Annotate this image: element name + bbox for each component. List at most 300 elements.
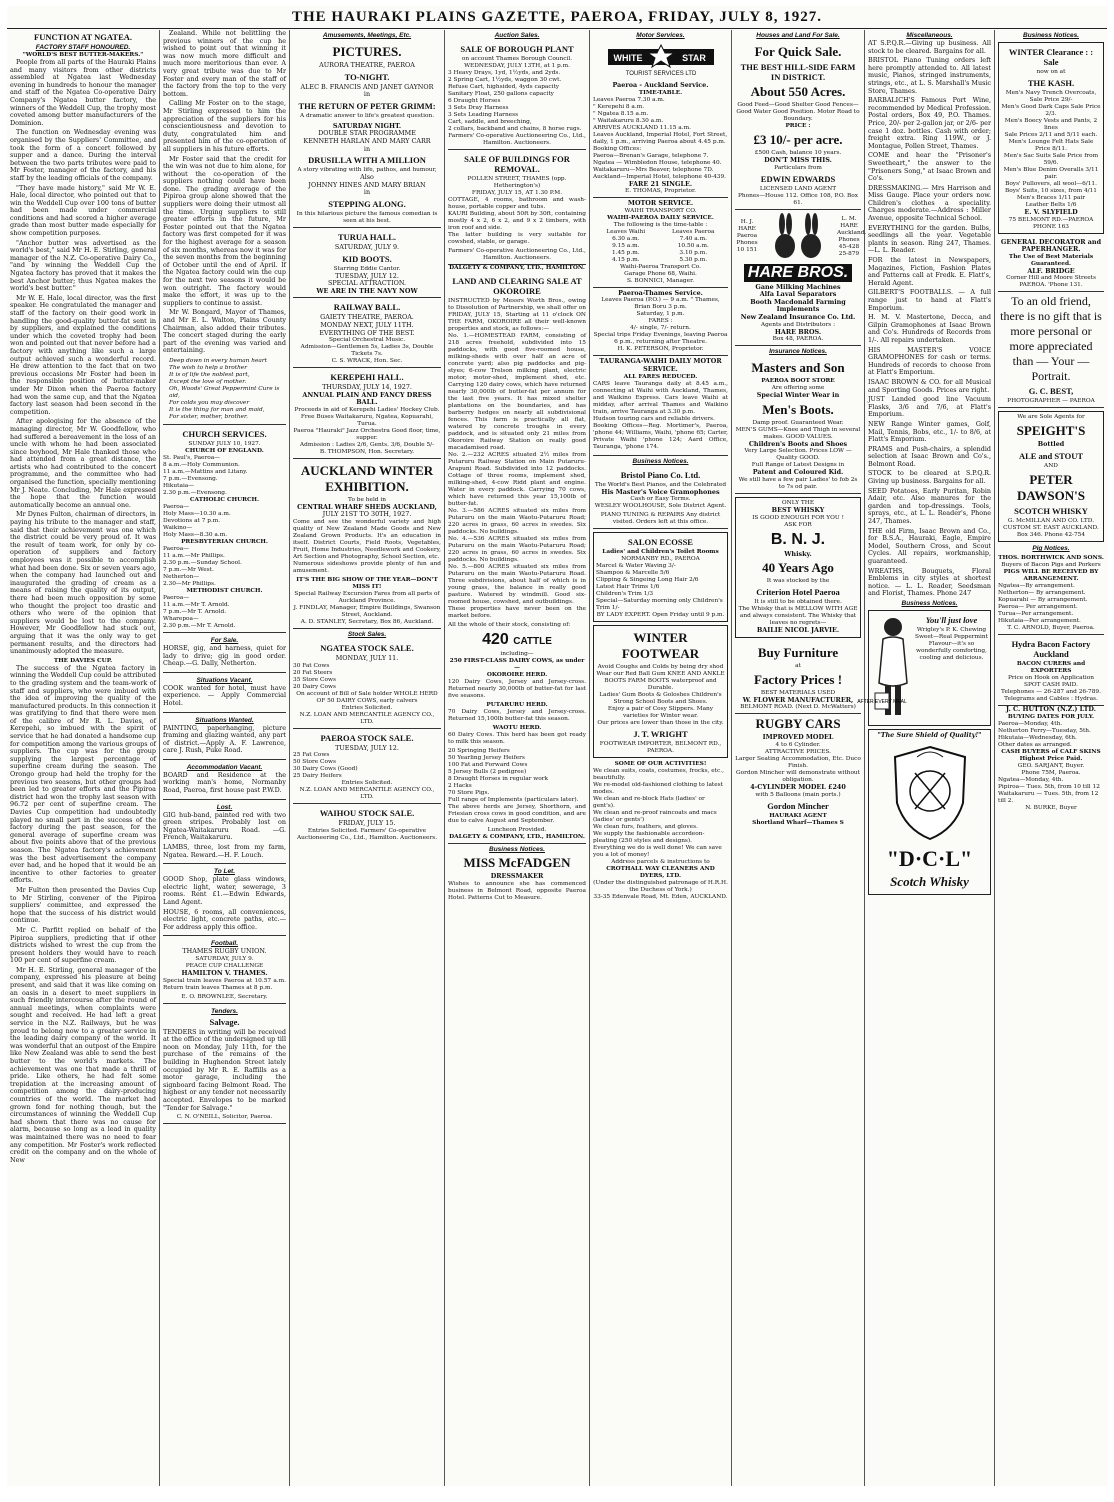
church-title: CHURCH SERVICES.	[182, 428, 267, 439]
ad-title: PICTURES.	[332, 44, 402, 59]
rugby-cup: PEACE CUP CHALLENGE	[185, 962, 264, 969]
woman-figure-icon	[857, 613, 915, 723]
film-title: DRUSILLA WITH A MILLION	[308, 155, 426, 166]
poem: Deep down in every human heart The wish to help a brother It is of life the noblest part, Except the love of mother. Oh, Woods' Great Peppermint Cure is aid, For colds you may discover It is the thing for man and maid, For sister, mother, brother.	[169, 357, 280, 420]
ad-body: COTTAGE, 4 rooms, bathroom and wash-house, portable copper and tubs. KAURI Building, about 50ft by 30ft, containing mostly 4 x 2, 6 x 2, and 9 x 2 timbers, with iron roof and side. The latter building is very suitable for cowshed, stable, or garage.	[448, 197, 586, 245]
ad-text: Price on Hook on Application	[1008, 674, 1094, 681]
ad-text: including—	[500, 651, 534, 657]
ad-text: Luncheon Provided.	[487, 827, 547, 833]
ad-title: Gordon Mincher	[767, 800, 829, 811]
paragraph: Zealand. While not belittling the previous winners of the cup he wished to point out that winning it was now much more difficult and much more meritorious than ever. A very great tribute was due to Mr Foster and every man of the staff of the factory from the top to the very bottom.	[163, 29, 286, 98]
ad-title: Bristol Piano Co. Ltd.	[620, 469, 701, 480]
ad-text: Larger Seating Accommodation, Etc. Duco Finish.	[735, 755, 861, 769]
ad-text: at	[795, 662, 801, 669]
church-heading: CATHOLIC CHURCH.	[189, 496, 260, 503]
ad-title: GENERAL DECORATOR and PAPERHANGER.	[1000, 237, 1102, 254]
section-head: Stock Sales.	[347, 631, 387, 639]
ad-title: SPEIGHT'S	[1016, 423, 1086, 439]
classified-ad: PAINTING, paperhanging, picture framing and glazing wanted, any part of district.—Apply A. F. Lawrence, care J. Rush, Puke Road.	[163, 723, 286, 755]
speights-ad	[998, 411, 1104, 542]
shield-crest-icon	[885, 743, 975, 843]
ad-text: DON'T MISS THIS.	[764, 156, 832, 164]
ad-body: Leaves Paeroa 7.30 a.m. " Kerepehi 8 a.m. " Ngatea 8.15 a.m. " Waitakaruru 8.30 a.m. ARRIVES AUCKLAND 11.15 a.m. Leaves Auckland, Imperial Hotel, Fort Street, daily, 1 p.m., arriving Paeroa about 4.45 p.m.	[593, 96, 728, 145]
rugby-match: HAMILTON V. THAMES.	[181, 968, 268, 977]
ad-text: JOHNNY HINES AND MARY BRIAN	[308, 180, 426, 189]
ad-text: TUESDAY, JULY 12.	[335, 743, 399, 752]
paragraph: Mr C. Parfitt replied on behalf of the Pipiroa suppliers, predicting that if other districts wished to wrest the cup from the present holders they would have to reach 100 per cent of superfine cream.	[10, 925, 156, 965]
ad-text: FRIDAY, JULY 15.	[338, 819, 396, 828]
ad-text: SPECIAL ATTRACTION.	[327, 279, 407, 288]
ad-text: IS GOOD ENOUGH FOR YOU !	[752, 514, 844, 521]
ad-text: E. V. SLYFIELD	[1024, 208, 1078, 216]
after-meal-label: AFTER EVERY MEAL	[857, 698, 907, 705]
ad-text: Telephones — 26-287 and 26-789. Telegrams and Cables : Hydras.	[1001, 688, 1101, 702]
signature: N. BURKE, Buyer	[1025, 804, 1077, 811]
signature: H. K. PETERSON, Proprietor.	[617, 346, 704, 353]
ad-body: Booking Offices: Paeroa—Brenan's Garage, telephone 7. Ngatea — Wimbledon House, telephone 40. Waitakaruru—Mrs Beaver, telephone 7D. Auckland—Imperial Hotel, telephone 40-439.	[593, 145, 727, 180]
rabbit-icon	[763, 212, 833, 262]
misc-ad: WREATHS, Bouquets, Floral Emblems in city styles at shortest notice. — L. L. Reader, Seedsman and Florist, Thames. Phone 247	[868, 566, 991, 598]
article-subtitle: FACTORY STAFF HONOURED.	[35, 44, 131, 51]
section-head: Amusements, Meetings, Etc.	[322, 32, 412, 39]
ad-text: PIGS WILL BE RECEIVED BY ARRANGEMENT.	[1003, 568, 1099, 582]
paragraph: Mr Foster said that the credit for the win was not due to him alone, for without the co-operation of the suppliers nothing could have been done. The grading average of the Pipiroa group alone showed that the suppliers were doing their utmost all the time. Urging suppliers to still greater efforts in the future, Mr Foster pointed out that the Ngatea factory was first competed for it was for the highest average for a season of six months, whereas now it was for the seven months from the beginning of October until the end of April. If the Ngatea factory could win the cup for the next two seasons it would be won outright. The factory would make the effort, it was up to the suppliers to continue to assist.	[163, 154, 286, 307]
ad-text: TO-NIGHT.	[344, 71, 390, 82]
ad-text: Box 346. Phone 42-754	[1016, 531, 1086, 538]
ad-text: Special Railway Excursion Fares from all parts of Auckland Province.	[294, 591, 440, 605]
ad-title: SALON ECOSSE	[628, 537, 693, 548]
ad-text: Full Range of Latest Designs in	[751, 462, 845, 469]
ad-list: Ngatea—By arrangement. Netherton— By arrangement. Kopuarahi — By arrangement. Paeroa— Per arrangement. Turua—Per arrangement. Hikutaia—Per arrangement.	[998, 582, 1088, 624]
ad-text: 4-CYLINDER MODEL £240	[750, 782, 846, 791]
white-star-logo	[606, 45, 716, 79]
church-date: SUNDAY JULY 10, 1927.	[188, 440, 261, 447]
hare-contact-right: L. M. HARE Auckland. Phones 45-428 25-879	[837, 215, 867, 257]
misc-ad: JUST Landed good line Vacuum Flasks, 3/6 and 7/6, at Flatt's Emporium.	[868, 395, 991, 419]
misc-ad: FOR the latest in Newspapers, Magazines, Fiction, Fashion Plates and Patterns call at Fredk. E. Flatt's, Herald Agent.	[868, 256, 991, 287]
ad-text: Paeroa "Hauraki" Jazz Orchestra Good floor, time, supper.	[293, 427, 441, 441]
church-body: Paeroa— Holy Mass—10.30 a.m. Devotions at 7 p.m. Waikino— Holy Mass—8.30 a.m.	[163, 503, 231, 538]
ad-text: ALL FARES REDUCED.	[623, 373, 698, 380]
ad-text: in	[363, 144, 371, 153]
ad-text: MONDAY, JULY 11.	[335, 654, 399, 663]
ad-body: Good Feed—Good Shelter Good Fences—Good Water Good Position. Motor Road to Boundary.	[736, 102, 860, 122]
tender-title: Salvage.	[209, 1016, 240, 1027]
ad-title: SALE OF BOROUGH PLANT	[460, 44, 574, 54]
ad-text: CUSTOM ST. EAST AUCKLAND.	[1003, 524, 1099, 531]
portrait-ad-text: To an old friend, there is no gift that is more personal or more appreciated than — Your — Portrait.	[1000, 294, 1102, 384]
ad-text: In this hilarious picture the famous comedian is seen at his best.	[296, 210, 438, 224]
misc-ad: PRAMS and Push-chairs, a splendid selection at Isaac Brown and Co's., Belmont Road.	[868, 444, 991, 468]
film-title: STEPPING ALONG.	[328, 198, 406, 209]
ad-title: WAIHOU STOCK SALE.	[319, 808, 415, 819]
section-head: Situations Vacant.	[196, 676, 253, 684]
classified-ad: GIG hub-band, painted red with two green stripes. Probably lost on Ngatea-Waitakaruru Road. —G. French, Waitakaruru.	[163, 810, 286, 842]
ad-text: ONLY THE	[781, 499, 815, 506]
ad-text: DRESSMAKER	[490, 872, 544, 880]
ad-text: with 5 Balloons (main ports.)	[755, 791, 841, 798]
section-head: Business Notices.	[489, 846, 545, 853]
column-amusements	[290, 30, 445, 1486]
church-heading: CHURCH OF ENGLAND.	[185, 447, 264, 454]
ad-text: PUTARURU HERD.	[486, 702, 548, 708]
ad-title: You'll just love	[925, 614, 978, 625]
logo-word-star: STAR	[681, 53, 706, 63]
ad-text: NORMANBY RD., PAEROA	[621, 556, 700, 563]
paragraph: The function on Wednesday evening was organised by the Suppliers' Committee, and took the form of a concert followed by supper and a dance. During the interval between the two parts tributes were paid to Mr Foster, manager of the factory, and his staff by the leading officials of the company.	[10, 128, 156, 182]
ad-text: Gordon Mincher will demonstrate without obligation.	[735, 769, 860, 783]
signature: N.Z. LOAN AND MERCANTILE AGENCY CO., LTD.	[299, 787, 435, 801]
ad-text: THURSDAY, JULY 14, 1927.	[322, 383, 412, 392]
signature: N.Z. LOAN AND MERCANTILE AGENCY CO., LTD.	[299, 711, 435, 725]
signature: C. S. WRACK, Hon. Sec.	[331, 358, 403, 365]
logo-sub: TOURIST SERVICES LTD	[625, 71, 696, 77]
ad-text: Gane Milking Machines	[755, 282, 841, 291]
footwear-ad	[593, 625, 728, 758]
paragraph: Mr W. E. Hale, local director, was the first speaker. He congratulated the manager and staff of the factory on their good work in handling the good-quality butter-fat sent in by suppliers, and explained the conditions under which the coveted trophy had been won and pointed out that never before had a factory with anything like such a large output achieved such a wonderful record. He drew attention to the fact that on two previous occasions Mr Foster had been in the responsible position of butter-maker under Mr Dixon when the Paeroa factory had won the same cup, and that the Ngatea factory last season had been second in the competition.	[10, 293, 156, 416]
ad-title: For Quick Sale.	[754, 44, 842, 59]
ad-text: About 550 Acres.	[750, 84, 846, 99]
ad-body: Wishes to announce she has commenced business in Belmont Road, opposite Paeroa Hotel. Patterns Cut to Measure.	[448, 880, 586, 901]
ad-text: AURORA THEATRE, PAEROA	[319, 61, 415, 69]
misc-ad: STOCK to be cleared at S.P.Q.R. Giving up business. Bargains for all.	[868, 469, 991, 486]
ad-text: KENNETH HARLAN AND MARY CARR	[303, 136, 431, 145]
ad-text: TUESDAY, JULY 12.	[335, 271, 399, 280]
ad-body: We clean suits, coats, costumes, frocks, etc., beautifully. We re-model old-fashioned clothing to latest modes. We clean and re-block Hats (ladies' or gent's). We clean and re-proof raincoats and macs (ladies' or gents') We clean furs, feathers, and gloves. We supply the fashionable accordeon-pleating (250 styles and designs). Everything we do is well done! We can save you a lot of money!	[593, 768, 724, 859]
ad-text: FARE 21 SINGLE.	[628, 179, 693, 188]
paragraph: Mr H. E. Stirling, general manager of the company, expressed his pleasure at being present, and said that it was like coming on an oasis in a desert to meet suppliers in such friendly intercourse after the round of annual meetings, when complaints were sought and received. He had left a great service in the N.Z. Railways, but he was proud to belong now to a greater service in the leading dairy company of the world. It was wonderful that an outpost of the Empire like New Zealand was able to send the best butter to the world's markets. The achievement was one that made a thrill of pride. Like others, he had felt some trepidation at the increasing amount of competition among the dairy-producing countries of the world. The market had grown fond for nothing though, but the circumstances of winning the Weddell Cup had shown that there was no cause for alarm, because so long as a lead in quality was maintained there was no need to fear any competition. Mr Foster's work reflected credit on the company and on the whole of New	[10, 965, 156, 1164]
signature: GEO. SARJANT, Buyer.	[1017, 762, 1085, 769]
section-head: Business Notices.	[901, 599, 958, 607]
ad-title: PAEROA STOCK SALE.	[320, 732, 414, 743]
ad-text: in	[363, 90, 371, 99]
ad-text: ALE and STOUT	[1018, 450, 1084, 461]
misc-ad: BRISTOL Piano Tuning orders left here promptly attended to. All latest music, Pianos, stringed instruments, strings, etc., at L. S. Marshall's Music Store, Thames.	[868, 56, 991, 95]
misc-ad: H. M. V. Mastertone, Decca, and Gilpin Gramophones at Isaac Brown and Co's. Hundreds of Records from 1/-. All repairs undertaken.	[868, 313, 991, 344]
signature: B. THOMPSON, Hon. Secretary.	[319, 448, 415, 455]
ad-title: KEREPEHI HALL.	[330, 372, 404, 383]
ad-text: BAILIE NICOL JARVIE.	[756, 626, 840, 635]
ad-body: Leaves Paeroa (P.O.) — 9 a.m. " Thames, Brian Boru 3 p.m. Saturday, 1 p.m. FARES : 4/- single, 7/- return. Special trips Friday Evenings, leaving Paeroa 6 p.m., returning after Theatre.	[593, 297, 728, 346]
ad-text: A story vibrating with life, pathos, and humour,	[297, 167, 437, 174]
article-title: FUNCTION AT NGATEA.	[34, 32, 132, 42]
classified-ad: GOOD Shop, plate glass windows, electric light, water, sewerage, 3 rooms. Rent £1.—Edwin Edwards, Land Agent.	[163, 875, 286, 906]
film-title: THE RETURN OF PETER GRIMM:	[298, 100, 436, 111]
ad-text: Buyers of Bacon Pigs and Porkers	[1001, 561, 1101, 568]
ad-text: ASK FOR	[784, 521, 812, 528]
ad-text: BEST MATERIALS USED	[760, 689, 836, 696]
ad-text: HAURAKI AGENT	[769, 812, 827, 819]
ad-title: "The Sure Shield of Quality!"	[877, 730, 982, 739]
paragraph: People from all parts of the Hauraki Plains and many visitors from other districts assembled at Ngatea last Wednesday evening in hundreds to honour the manager and staff of the Ngatea Co-operative Dairy Company's Ngatea butter factory, the winners of the Weddell Cup, the trophy most coveted among butter manufacturers of the Dominion.	[10, 58, 156, 127]
misc-ad: NEW Range Winter games, Golf, Mail, Tennis, Bobs, etc., 1/- to 8/6, at Flatt's Emporium.	[868, 419, 991, 444]
ad-text: OKOROIRE HERD.	[486, 672, 548, 678]
ad-text: We are Sole Agents for	[1017, 414, 1085, 421]
paragraph: Mr W. Bongard, Mayor of Thames, and Mr E. L. Walton, Plains County Chairman, also added their tributes. The concert staged during the early part of the evening was varied and entertaining.	[163, 308, 286, 355]
ad-body: CARS leave Tauranga daily at 8.45 a.m., connecting at Waihi with Auckland, Thames, and Waikino Express. Cars leave Waihi at midday, after arrival Thames and Waikino train, arrive Tauranga at 3.30 p.m. Hudson touring cars and reliable drivers. Booking Offices—Reg. Mortimer's, Paeroa, 'phone 44; Williams, Waihi, 'phone 65; Carter, Private Waihi 'phone 124; Aard Office, Tauranga, 'phone 174.	[593, 380, 728, 450]
ad-text: Shortland Wharf—Thames S	[752, 819, 844, 826]
ad-text: PIANO TUNING & REPAIRS Any district visited. Orders left at this office.	[600, 512, 721, 526]
ad-text: Corner Hill and Moore Streets PAEROA. 'Phone 131.	[1006, 275, 1096, 289]
paragraph: Calling Mr Foster on to the stage, Mr Stirling expressed to him the appreciation of the suppliers for his conscientiousness and devotion to duty, congratulated him and presented him of the co-operation of all suppliers in his future efforts.	[163, 99, 286, 153]
ad-text: THE BEST HILL-SIDE FARM IN DISTRICT.	[740, 62, 856, 82]
ad-title: WINTER Clearance : : Sale	[1008, 47, 1094, 67]
timetable-paeroa: Leaves Paeroa 7.40 a.m. 10.50 a.m. 3.10 p.m. 5.30 p.m.	[672, 228, 715, 263]
ad-list: 3 Heavy Drays, 1yd, 1½yds, and 2yds. 2 Spring Cart, 1½yds, waggon 30 cwt. Refuse Cart, highsided, 4yds capacity Sanitary Float, 250 gallons capacity 6 Draught Horses 3 Sets Dray Harness 3 Sets Leading Harness Cart, saddle, and breeching, 2 collars, backband and chains, 8 horse rugs.	[448, 70, 582, 132]
signature: DALGETY & COMPANY, LTD., HAMILTON.	[449, 265, 585, 271]
ad-list: Paeroa—Monday, 4th. Netherton Ferry—Tuesday, 5th. Hikutaia—Wednesday, 6th. Other dates as arranged.	[998, 720, 1091, 748]
ad-text: Entries Solicited.	[341, 780, 393, 787]
ad-title: LAND AND CLEARING SALE AT OKOROIRE	[452, 276, 582, 296]
dcl-logo: "D·C·L"	[886, 845, 973, 871]
ad-text: 33-35 Edenvale Road, Mt. Eden, AUCKLAND.	[593, 894, 728, 901]
signature: A. D. STANLEY, Secretary, Box 86, Auckland.	[300, 619, 434, 626]
ad-text: We still have a few pair Ladies' to fob 2s to 7s od pair.	[738, 476, 858, 490]
signature: E. O. BROWNLEE, Secretary.	[181, 993, 268, 1000]
ad-text: LICENSED LAND AGENT	[759, 185, 837, 192]
wrigley-ad	[857, 610, 991, 726]
ad-text: BACON CURERS and EXPORTERS	[1016, 660, 1086, 674]
church-heading: METHODIST CHURCH.	[186, 587, 263, 594]
ad-text: All the whole of their stock, consisting of:	[448, 622, 571, 628]
ad-text: 40 Years Ago	[762, 560, 834, 576]
ad-title: SALE OF BUILDINGS FOR REMOVAL.	[464, 154, 570, 174]
section-head: Tenders.	[211, 1007, 238, 1015]
ad-text: (Under the distinguished patronage of H.R.H. the Duchess of York.)	[593, 880, 728, 894]
ad-list: Men's Navy Trench Overcoats, Sale Price 29/- Men's Good Dark Caps Sale Price 2/3. Men's Boecy Vests and Pants, 2 lines Sale Prices 2/11 and 5/11 each. Men's Lounge Felt Hats Sale Price 8/11. Men's Sac Suits Sale Price from 59/6. Men's Blue Denim Overalls 3/11 pair. Boys' Pullovers, all wool—6/11. Boys' Suits, 10 sizes, from 4/11 Men's Braces 1/11 pair Leather Belts 1/6	[1001, 90, 1101, 208]
ad-text: His Master's Voice Gramophones	[601, 487, 720, 496]
ad-title: RUGBY CARS	[755, 716, 841, 732]
ad-title: B. N. J.	[770, 530, 826, 548]
misc-ad: AT S.P.Q.R.—Giving up business. All stock to be cleared. Bargains for all.	[868, 39, 991, 55]
ad-title: MOTOR SERVICE.	[627, 199, 694, 208]
signature: C. N. O'NEILL, Solicitor, Paeroa.	[176, 1114, 273, 1121]
ad-text: Criterion Hotel Paeroa	[756, 587, 840, 598]
ad-text: Phone 75M, Paeroa.	[1021, 769, 1081, 776]
section-head: Business Notices.	[632, 457, 689, 465]
ad-text: WAOTU HERD.	[492, 725, 542, 731]
misc-ad: COME and hear the "Prisoner's Sweetheart," the answer to the "Prisoners Song," at Isaac Brown and Co's.	[868, 151, 991, 183]
ad-text: Are offering some	[771, 385, 825, 392]
ad-text: PHOTOGRAPHER — PAEROA	[1007, 398, 1095, 405]
ad-text: Men's Boots.	[762, 401, 834, 417]
article-subhead: THE DAVIES CUP.	[53, 657, 113, 664]
hare-header	[735, 212, 867, 262]
ad-text: SATURDAY NIGHT.	[332, 121, 402, 130]
ad-title: Paeroa - Auckland Service.	[612, 81, 709, 89]
ad-text: MONDAY NEXT, JULY 11TH.	[320, 320, 414, 329]
ad-text: New Zealand Insurance Co. Ltd.	[740, 312, 856, 321]
ad-title: TAURANGA-WAIHI DAILY MOTOR SERVICE.	[599, 357, 722, 373]
ad-text: now on at	[1036, 69, 1066, 75]
ad-text: Particulars from	[774, 164, 822, 171]
paragraph: Mr Dynes Fulton, chairman of directors, in paying his tribute to the manager and staff, said that their achievement was one which the district could be very proud of. It was the result of team work, for only by co-operation of suppliers and factory employees was it possible to accomplish what had been done. Six or seven years ago, when the company had launched out and inaugurated the grading of cream as a means of raising the quality of its output, there had been much opposition by some who thought the project too drastic and others who were of the opinion that suppliers would be lost to the company. However, Mr Goodfellow had stuck out, arguing that it was the only way to get permanent results, and the directors had unanimously adopted the measure.	[10, 510, 156, 656]
column-houses-land	[732, 30, 865, 1486]
ad-text: A dramatic answer to life's greatest question.	[299, 112, 435, 119]
ad-text: 120 Dairy Cows, Jersey and Jersey-cross. Returned nearly 30,000lb of butter-fat for last five seasons.	[448, 679, 586, 699]
ad-text: CASH BUYERS of CALF SKINS Highest Price Paid.	[1001, 748, 1101, 762]
ad-text: CROTHALL WAY CLEANERS AND DYERS, LTD.	[606, 866, 715, 880]
newspaper-page	[7, 6, 1107, 1486]
ad-text: Starring Eddie Cantor.	[333, 265, 401, 272]
ad-text: The following is the time-table :	[613, 221, 708, 228]
ad-title: J. T. WRIGHT	[633, 729, 688, 740]
ad-text: GAIETY THEATRE, PAEROA.	[320, 313, 414, 322]
classified-ad: HOUSE, 6 rooms, all conveniences, electric light, concrete paths, etc.—For address apply this office.	[163, 907, 286, 931]
ad-text: IT'S THE BIG SHOW OF THE YEAR—DON'T MISS IT!	[296, 577, 438, 591]
ad-text: The Whisky that is MELLOW WITH AGE and always consistent. The Whisky that leaves no regrets—	[738, 606, 858, 627]
ad-title: SOME OF OUR ACTIVITIES!	[614, 761, 707, 768]
rugby-date: SATURDAY, JULY 9.	[195, 955, 254, 962]
section-head: Football.	[210, 940, 239, 948]
ad-text: POLLEN STREET, THAMES (opp. Hetherington's)	[467, 176, 567, 189]
signature: DALGETY & COMPANY, LTD., HAMILTON.	[449, 834, 585, 840]
ad-text: BUYING DATES FOR JULY.	[1007, 713, 1095, 720]
church-body: St. Paul's, Paeroa— 8 a.m.—Holy Communion. 11 a.m.—Mattins and Litany. 7 p.m.—Evensong. Hikutaia— 2.30 p.m.—Evensong.	[163, 454, 248, 496]
ad-text: on account Thames Borough Council.	[461, 56, 573, 62]
ad-list: 25 Fat Cows 50 Store Cows 30 Dairy Cows (Good) 25 Dairy Heifers	[293, 752, 358, 780]
ad-text: On account of Bill of Sale holder WHOLE HERD OF 50 DAIRY COWS, early calvers	[296, 690, 438, 704]
ad-title: MISS McFADGEN	[463, 855, 571, 870]
classified-ad: HORSE, gig, and harness, quiet for lady to drive; gig in good order. Cheap.—G. Dally, Netherton.	[163, 643, 286, 668]
ad-text: W. FLOWER MANUFACTURER,	[742, 695, 854, 704]
signature: Waihi-Paeroa Transport Co. Garage Phone 68, Waihi. S. BONNICI, Manager.	[619, 263, 701, 284]
ad-text: Booth Macdonald Farming Implements	[750, 297, 846, 314]
ad-text: AND	[1044, 462, 1058, 469]
section-head: Miscellaneous.	[906, 32, 953, 39]
ad-text: ALF. BRIDGE	[1027, 266, 1075, 275]
misc-ad: EVERYTHING for the garden. Bulbs, seedlings all the year. Vegetable plants in season. Ring 247, Thames.—L. L. Reader.	[868, 223, 991, 255]
ad-text: IMPROVED MODEL	[762, 733, 834, 742]
misc-ad: BARBALICH'S Famous Port Wine, recommended by Medical Profession. Postal orders, Box 49, P.O. Thames. Price, 20/- per 2-gallon jar, or 2/6- per case 1 doz. bottles. Cash with order; freight extra. Ring 119W., or J. Montague, Pollen Street, Thames.	[868, 96, 992, 150]
cattle-number: 420	[482, 631, 509, 648]
paragraph: "They have made history," said Mr W. E. Hale, local director, who pointed out that to win the Weddell Cup over 100 tons of butter had been made under commercial conditions and had scored a higher average grade than most butter made especially for show competition purposes.	[10, 183, 156, 238]
ad-text: Bottled	[1037, 440, 1065, 449]
ad-text: Cash or Easy Terms.	[630, 496, 691, 503]
ad-body: Wrigley's P. K. Chewing Sweet—Real Peppermint Flavour—it's so wonderfully comforting, cooling and delicious.	[915, 626, 988, 661]
ad-title: Buy Furniture	[757, 644, 839, 660]
ad-title: THOS. BORTHWICK AND SONS.	[998, 554, 1104, 561]
column-news	[7, 30, 160, 1486]
ad-text: Proceeds in aid of Kerepehi Ladies' Hockey Club.	[294, 406, 440, 413]
ad-text: 4 to 6 Cylinder.	[775, 741, 821, 748]
ad-list: Ngatea—Monday, 4th. Pipiroa— Tues. 5th, from 10 till 12 Waitakaruru — Tues. 5th, from 12 till 2.	[998, 776, 1100, 804]
ad-text: The Use of Best Materials Guaranteed.	[1008, 253, 1094, 267]
paragraph: Mr Fulton then presented the Davies Cup to Mr Stirling, convener of the Pipiroa suppliers' committee, and expressed the hope that the success of his district would continue.	[10, 885, 156, 925]
ad-text: Admission : Ladies 2/6, Gents. 3/6, Double 5/-	[299, 441, 435, 448]
timetable-waihi: Leaves Waihi 6.30 a.m. 9.15 a.m. 1.45 p.m. 4.15 p.m.	[606, 228, 646, 263]
ad-text: G. McMILLAN AND CO. LTD.	[1007, 517, 1095, 524]
ad-text: MEN'S GUMS—Knee and Thigh in several makes. GOOD VALUES.	[735, 426, 861, 440]
classified-ad: LAMBS, three, lost from my farm, Ngatea. Reward.—H. F. Louch.	[163, 843, 286, 859]
ad-title: Paeroa-Thames Service.	[618, 288, 703, 297]
paragraph: After apologising for the absence of the managing director, Mr W. Goodfellow, who had suffered a bereavement in the loss of an uncle with whom he had been associated since boyhood, Mr Hale thanked those who had attended from a great distance, the artists who had contributed to the concert programme, and the committee who had organised the function, specially mentioning Mr J. Neate. Concluding, Mr Hale expressed the hope that the function would automatically become an annual one.	[10, 417, 156, 509]
misc-ad: HIS MASTER'S VOICE GRAMOPHONES for cash or terms. Hundreds of records to choose from at Flatt's Emporium.	[868, 345, 991, 377]
ad-text: SPOT CASH PAID.	[1024, 681, 1078, 688]
ad-text: Phones—House 112. Office 108, P.O. Box 61.	[737, 192, 859, 206]
ad-text: WAIHI TRANSPORT CO.	[624, 207, 697, 214]
ad-text: JULY 21ST TO 30TH, 1927.	[322, 510, 412, 519]
signature: Farmers' Co-operative Auctioneering Co., Ltd., Hamilton. Auctioneers.	[448, 248, 586, 261]
ad-text: Agents and Distributors :	[760, 321, 836, 328]
ad-text: Address parcels & instructions to	[611, 859, 710, 866]
misc-ad: SEED Potatoes, Early Puritan, Robin Adair, etc. Also manures for the garden and top-dressings. Tools, sprays, etc., at L. L. Reader's, Phone 247, Thames.	[868, 486, 991, 526]
ad-body: Avoid Coughs and Colds by being dry shod Wear our Red Ball Gum KNEE AND ANKLE BOOTS FARM BOOTS waterproof and Durable. Ladies' Gum Boots & Goloshes Children's Strong School Boots and Shoes. Enjoy a pair of Cosy Slippers. Many varieties for Winter wear. Our prices are lower than those in the city.	[596, 664, 725, 727]
ad-text: Very Large Selection. Prices LOW — Quality GOOD.	[744, 448, 852, 462]
signature: Farmers' Co-operative Auctioneering Co., Ltd., Hamilton. Auctioneers.	[448, 133, 586, 146]
ad-text: PRICE :	[785, 123, 811, 129]
ad-text: Box 48, PAEROA.	[772, 336, 824, 343]
ad-text: ATTRACTIVE PRICES.	[765, 748, 831, 755]
ad-text: CENTRAL WHARF SHEDS AUCKLAND,	[297, 502, 437, 511]
rugby-title: THAMES RUGBY UNION.	[182, 947, 267, 956]
ad-title: Factory Prices !	[753, 671, 843, 687]
ad-text: SATURDAY, JULY 9.	[334, 242, 400, 251]
ad-list: 20 Springing Heifers 50 Yearling Jersey Heifers 100 Fat and Forward Cows 5 Jersey Bulls (2 pedigree) 8 Draught Horses in regular work 2 Hacks 70 Store Pigs. Full range of Implements (particulars later).	[448, 748, 579, 803]
price: £3 10/- per acre.	[753, 132, 843, 147]
section-head: Business Notices.	[1023, 32, 1079, 39]
signature: E. THOMAS, Proprietor.	[625, 188, 696, 195]
timetable-grid	[593, 229, 728, 264]
ad-text: Also	[360, 173, 374, 182]
dcl-whisky-ad	[868, 729, 991, 895]
ad-title: AUCKLAND WINTER EXHIBITION.	[300, 462, 434, 494]
ad-list: Marcel & Water Waving 3/- Shampoo & Marcelle 5/6 Clipping & Singeing Long Hair 2/6 Latest Hair Trims 1/6 Children's Trim 1/3 Special—Saturday morning only Children's Trim 1/-	[596, 563, 723, 612]
column-motor	[590, 30, 732, 1486]
ad-text: 75 BELMONT RD.—PAEROA PHONE 163	[1008, 216, 1094, 230]
section-head: Auction Sales.	[494, 32, 540, 39]
ad-text: ALEC B. FRANCIS AND JANET GAYNOR	[300, 82, 434, 91]
section-head: Lost.	[216, 803, 233, 811]
ad-text: Patent and Coloured Kid.	[752, 468, 844, 477]
ad-text: BY LADY EXPERT. Open Friday until 9 p.m.	[596, 612, 725, 619]
ad-title: TURUA HALL.	[337, 231, 397, 242]
ad-text: WEDNESDAY, JULY 13TH, at 1 p.m.	[464, 63, 570, 69]
ad-text: SCOTCH WHISKY	[1014, 505, 1088, 516]
ad-title: RAILWAY BALL.	[333, 302, 401, 313]
signature: WESLEY WOOLHOUSE, Sole District Agent.	[594, 503, 727, 510]
rugby-body: Special train leaves Paeroa at 10.57 a.m. Return train leaves Thames at 8 p.m.	[163, 977, 286, 991]
bnj-whisky-ad	[735, 497, 861, 638]
ad-text: Entries Solicited.	[341, 704, 393, 711]
misc-ad: GILBERT'S FOOTBALLS. — A full range just to hand at Flatt's Emporium.	[868, 288, 991, 312]
ad-title: PETER DAWSON'S	[1017, 471, 1085, 503]
ad-text: Admission—Gentlemen 5s, Ladies 3s, Double Tickets 7s.	[300, 344, 434, 358]
cattle-count	[448, 631, 586, 649]
church-body: Paeroa— 11 a.m.—Mr T. Arnold. 7 p.m.—Mr T. Arnold. Wharepoa— 2.30 p.m.—Mr T. Arnold.	[163, 594, 236, 629]
article-quote: "WORLD'S BEST BUTTER-MAKERS."	[22, 52, 144, 58]
section-head: Houses and Land For Sale.	[756, 32, 840, 39]
column-business	[995, 30, 1107, 1486]
paragraph: The success of the Ngatea factory in winning the Weddell Cup could be attributed to the grading system and the team-work of staff and suppliers, who were imbued with the idea of improving the quality of the manufactured products. In this connection it was gratifying to find that there were men of the calibre of Mr R. L. Davies, of Kerepehi, so imbued with the spirit of service that he had donated a handsome cup for competition among the various groups of suppliers. The cup was for the group supplying the largest percentage of superfine cream during the season. The Orongo group had held the trophy for the previous two seasons, but other groups had been led to greater efforts and the Pipiroa district had won the trophy last season with 96.72 per cent of superfine cream. The Davies Cup competition had undoubtedly played no small part in the success of the factory during the past season, for the general average of superfine cream was about five points above that of the previous season. The Ngatea factory's achievement was the best advertisement the company ever had, and he hoped that it would be an incentive to other factories to greater efforts.	[10, 663, 156, 885]
ad-title: NGATEA STOCK SALE.	[320, 643, 414, 654]
ad-body: INSTRUCTED by Messrs Worth Bros., owing to Dissolution of Partnership, we shall offer on FRIDAY, JULY 15, Starting at 11 o'clock ON THE FARM, OKOROIRE all their well-known properties and stock, as follows:— No. 1.—HOMESTEAD FARM, consisting of 218 acres freehold, subdivided into 15 paddocks, with good five-roomed house, milking-sheds with over half an acre of concrete yard; also pig paddocks and pig-styes; 6-cow Trelson milking plant, electric motor, motor-shed, implement shed, etc. Carrying 120 dairy cows, which have returned nearly 30,000lb of butter-fat per annum for the last five years. It has mixed shelter plantations on the boundaries, and has barberry hedges on nearly all subdivisional fences. This farm is practically all flat, watered by concrete troughs in every paddock, and is situated only 21 miles from Okoroire Railway Station on really good macadamised road. No. 2.—232 ACRES situated 2½ miles from Putaruru Railway Station on Main Putaruru-Arapuni Road. Subdivided into 12 paddocks. Cottage of three rooms, implement shed, milking-shed, 4-cow Ridd plant and engine. Water in every paddock. Carrying 70 cows, which have returned this year 15,100lb of butter-fat. No. 3.—586 ACRES situated six miles from Putaruru on the main Waotu-Putaruru Road; 220 acres in grass, 60 acres in swedes. Six paddocks. No buildings. No. 4.—536 ACRES situated six miles from Putaruru on the main Waotu-Putaruru Road; 220 acres in grass, 60 acres in swedes. Six paddocks. No buildings. No. 5.—800 ACRES situated six miles from Putaruru on the main Waotu-Putaruru Road. Three subdivisions, about half of which is in young grass, the balance in really good pasture. Watered by windmill. Good six-roomed house, cowshed, and outbuildings. These properties have never been on the market before.	[448, 298, 586, 619]
ad-text: BELMONT ROAD. (Next D. McWatters)	[740, 704, 856, 711]
ad-text: Scotch Whisky	[890, 873, 969, 889]
ad-title: WINTER FOOTWEAR	[621, 630, 700, 662]
church-heading: PRESBYTERIAN CHURCH.	[181, 538, 268, 545]
ad-text: Special Winter Wear in	[756, 391, 840, 400]
section-head: Situations Wanted.	[195, 716, 254, 724]
section-head: Motor Services.	[636, 32, 685, 39]
classified-ad: BOARD and Residence at the working man's home, Normanby Road, Paeroa, first house past P.W.D.	[163, 770, 286, 795]
section-head: Accommodation Vacant.	[186, 763, 263, 771]
logo-word-white: WHITE	[613, 53, 642, 63]
ad-title: J. C. HUTTON (N.Z.) LTD.	[1006, 704, 1096, 713]
ad-text: DOUBLE STAR PROGRAMME	[318, 129, 416, 138]
paragraph: "Anchor butter was advertised as the world's best," said Mr H. E. Stirling, general manager of the N.Z. Co-operative Dairy Co., "and by winning the Weddell Cup the Ngatea factory has proved that it makes the best Anchor butter; thus Ngatea makes the world's best butter."	[10, 238, 156, 293]
kash-ad	[998, 42, 1104, 234]
